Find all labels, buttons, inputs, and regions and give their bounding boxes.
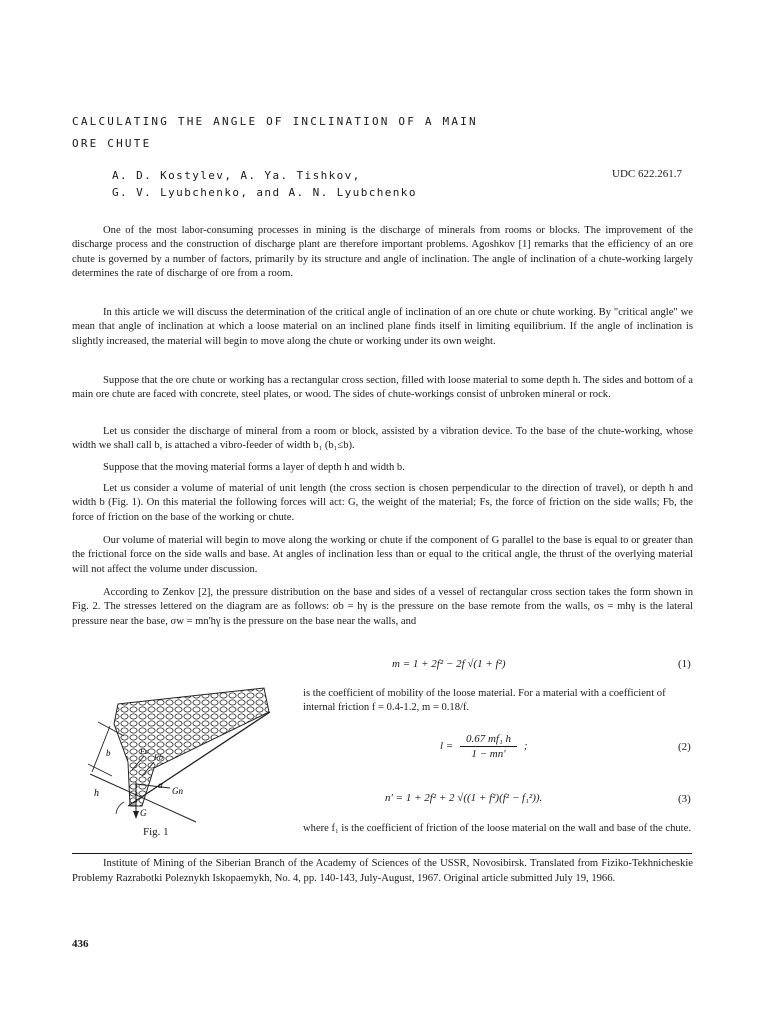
label-fb: Fb bbox=[154, 753, 163, 762]
figure-1-caption: Fig. 1 bbox=[143, 826, 169, 838]
motion-paragraph bbox=[72, 534, 693, 577]
article-title-line-2: ORE CHUTE bbox=[72, 137, 152, 150]
label-b: b bbox=[106, 748, 111, 758]
mobility-sentence: is the coefficient of mobility of the loose material. For a material with a coefficient of internal friction f = 0.4-1.2, m = 0.18/f. bbox=[303, 688, 666, 714]
equation-3-number: (3) bbox=[678, 793, 691, 805]
equation-2-tail: ; bbox=[523, 740, 528, 753]
friction-text bbox=[303, 822, 691, 836]
authors-line-2: G. V. Lyubchenko, and A. N. Lyubchenko bbox=[112, 186, 417, 199]
critical-angle-paragraph bbox=[72, 306, 693, 349]
footnote-text: Institute of Mining of the Siberian Branch of the Academy of Sciences of the USSR, Novosibirsk. Translated from Fiziko-Tekhnicheskie Problemy Razrabotki Poleznykh Iskopaemykh, No. 4, pp. 140-143, July-August, 1967. Original article submitted July 19, 1966. bbox=[72, 858, 693, 884]
label-fs: Fs bbox=[140, 747, 148, 756]
page-number: 436 bbox=[72, 938, 89, 950]
paragraph-6: Let us consider a volume of material of unit length (the cross section is chosen perpendicular to the direction of travel), or depth h and width b (Fig. 1). On this material the following forces will act: G, the weight of the material; Fs, the force of friction on the side walls; Fb, the force of friction on the base of the working or chute. bbox=[72, 483, 693, 523]
equation-1-number: (1) bbox=[678, 658, 691, 670]
layer-paragraph bbox=[72, 461, 693, 475]
label-g: G bbox=[140, 808, 147, 818]
equation-2 bbox=[440, 733, 527, 760]
mobility-text bbox=[303, 687, 691, 716]
authors-line-1: A. D. Kostylev, A. Ya. Tishkov, bbox=[112, 169, 361, 182]
equation-2-numerator: 0.67 mf₁ h bbox=[460, 733, 517, 747]
authors bbox=[112, 167, 417, 201]
equation-2-number: (2) bbox=[678, 741, 691, 753]
figure-1-diagram bbox=[84, 664, 284, 824]
equation-2-fraction bbox=[460, 733, 517, 760]
label-alpha: α bbox=[158, 780, 163, 790]
loose-material bbox=[114, 688, 269, 806]
paragraph-5: Suppose that the moving material forms a layer of depth h and width b. bbox=[103, 462, 405, 473]
intro-paragraph bbox=[72, 224, 693, 281]
article-title-line-1: CALCULATING THE ANGLE OF INCLINATION OF A MAIN bbox=[72, 115, 478, 128]
equation-3: n′ = 1 + 2f² + 2 √((1 + f²)(f² − f₁²)). bbox=[385, 792, 543, 804]
paragraph-1: One of the most labor-consuming processes in mining is the discharge of minerals from rooms or blocks. The improvement of the discharge process and the construction of discharge plant are therefore important problems. Agoshkov [1] remarks that the efficiency of an ore chute is governed by a number of factors, primarily by its structure and angle of inclination. The angle of inclination of a chute-working largely determines the rate of discharge of ore from a room. bbox=[72, 225, 693, 279]
footnote-rule bbox=[72, 853, 692, 854]
paragraph-3: Suppose that the ore chute or working has a rectangular cross section, filled with loose material to some depth h. The sides and bottom of a main ore chute are faced with concrete, steel plates, or wood. The sides of chute-workings consist of unbroken mineral or rock. bbox=[72, 375, 693, 401]
equation-2-denominator: 1 − mn′ bbox=[471, 748, 506, 760]
forces-paragraph bbox=[72, 482, 693, 525]
weight-arrowhead bbox=[133, 811, 139, 819]
friction-sentence: where f₁ is the coefficient of friction of the loose material on the wall and base of the chute. bbox=[303, 823, 691, 834]
angle-arc bbox=[116, 802, 124, 814]
udc-code: UDC 622.261.7 bbox=[612, 168, 682, 180]
footnote bbox=[72, 856, 693, 886]
equation-2-lhs: l = bbox=[440, 740, 454, 753]
zenkov-paragraph bbox=[72, 586, 693, 629]
label-h: h bbox=[94, 788, 99, 799]
vibro-feeder-paragraph bbox=[72, 425, 693, 454]
cross-section-paragraph bbox=[72, 374, 693, 403]
equation-1: m = 1 + 2f² − 2f √(1 + f²) bbox=[392, 658, 506, 670]
paragraph-4: Let us consider the discharge of mineral from a room or block, assisted by a vibration device. To the base of the chute-working, whose width we shall call b, is attached a vibro-feeder of width b₁ (b₁≤b). bbox=[72, 426, 693, 452]
label-gn: Gn bbox=[172, 786, 183, 796]
paragraph-8: According to Zenkov [2], the pressure distribution on the base and sides of a vessel of rectangular cross section takes the form shown in Fig. 2. The stresses lettered on the diagram are as follows: σb = hγ is the pressure on the base remote from the walls, σs = mhγ is the lateral pressure near the base, σw = mn'hγ is the pressure on the base near the walls, and bbox=[72, 587, 693, 627]
paragraph-2: In this article we will discuss the determination of the critical angle of inclination of an ore chute or chute working. By "critical angle" we mean that angle of inclination at which a loose material on an inclined plane finds itself in limiting equilibrium. If the angle of inclination is slightly increased, the material will begin to move along the chute or working under its own weight. bbox=[72, 307, 693, 347]
paragraph-7: Our volume of material will begin to move along the working or chute if the component of G parallel to the base is equal to or greater than the frictional force on the side walls and base. At angles of inclination less than or equal to the critical angle, the thrust of the overlying material will not affect the volume under discussion. bbox=[72, 535, 693, 575]
